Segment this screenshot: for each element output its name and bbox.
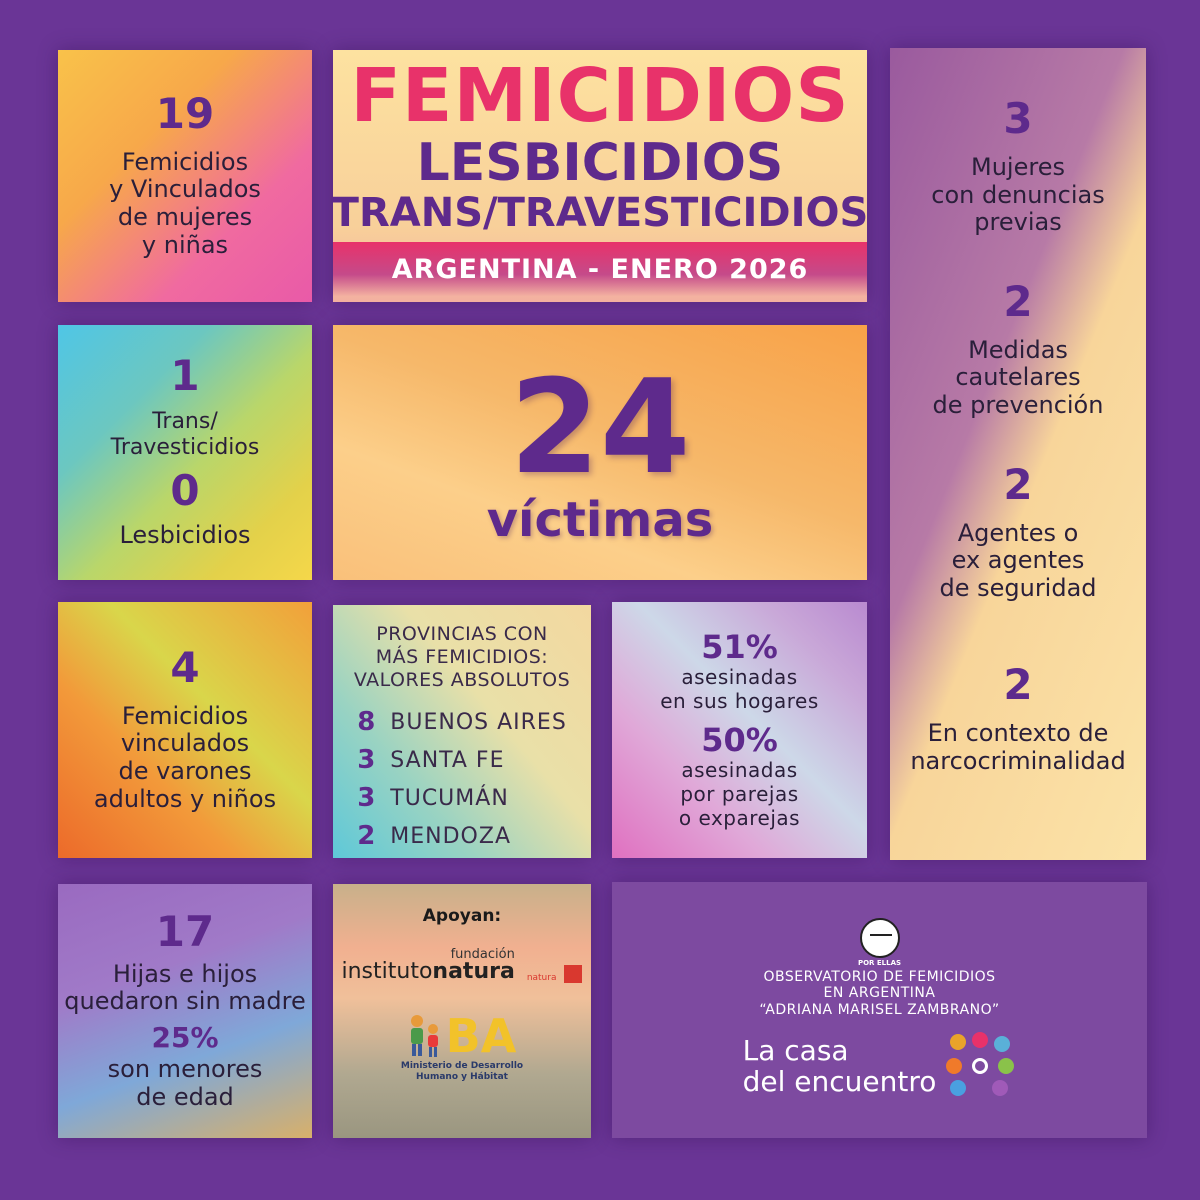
province-name: SANTA FE: [390, 747, 505, 773]
stat-denuncias: [931, 94, 1105, 237]
stat-line: Agentes o: [957, 518, 1079, 547]
tile-vinculados: [58, 602, 312, 858]
ba-logo: [408, 1009, 517, 1063]
venus-symbol-icon: [972, 1058, 988, 1074]
instituto-word: instituto: [341, 959, 433, 984]
lesbicidios-count: 0: [170, 466, 200, 515]
stat-label: [931, 154, 1104, 237]
logo-dot: [994, 1036, 1010, 1052]
natura-small-logo: natura: [526, 973, 557, 983]
trans-line: Trans/: [152, 409, 218, 435]
ministerio-label: [401, 1061, 523, 1083]
vinculados-line: de varones: [118, 757, 252, 785]
province-name: MENDOZA: [390, 823, 511, 849]
pct-hogares-label: [660, 665, 819, 713]
supporters-label: Apoyan:: [422, 906, 502, 926]
tile-femicidios: [58, 50, 312, 302]
logo-dot: [950, 1080, 966, 1096]
casa-line: del encuentro: [742, 1064, 937, 1098]
stat-medidas: [932, 276, 1104, 420]
por-ellas-text: POR ELLAS: [857, 959, 902, 968]
natura-wordmark: [342, 948, 515, 983]
ba-letters: BA: [445, 1009, 517, 1063]
stat-line: En contexto de: [927, 719, 1109, 748]
provinces-heading: [354, 623, 570, 691]
hijos-line: son menores: [107, 1055, 263, 1083]
femicidios-count: 19: [155, 88, 215, 138]
femicidios-line: y Vinculados: [109, 175, 261, 204]
natura-logo: [342, 948, 583, 983]
title-lesbicidios: LESBICIDIOS: [416, 132, 784, 193]
femicidios-line: de mujeres: [117, 203, 253, 231]
heading-line: MÁS FEMICIDIOS:: [375, 645, 549, 668]
vinculados-line: vinculados: [120, 729, 250, 758]
femicidios-line: Femicidios: [121, 147, 249, 176]
stat-line: ex agentes: [951, 546, 1085, 575]
logo-dot: [998, 1058, 1014, 1074]
hijos-line: de edad: [136, 1082, 234, 1111]
hijos-count: 17: [155, 906, 215, 956]
trans-label: [111, 409, 260, 460]
province-row: [357, 779, 567, 817]
vinculados-count: 4: [170, 642, 200, 692]
stat-line: previas: [974, 208, 1062, 237]
stat-line: narcocriminalidad: [910, 746, 1126, 775]
vinculados-label: [94, 703, 276, 813]
instituto-text: [342, 961, 515, 983]
casa-logo: [743, 1032, 1017, 1102]
title-femicidios: FEMICIDIOS: [350, 53, 850, 139]
tile-trans-lesbicidios: [58, 325, 312, 580]
vinculados-line: adultos y niños: [93, 784, 277, 813]
stat-label: [933, 337, 1104, 420]
province-value: 3: [357, 745, 377, 776]
pct-line: o exparejas: [678, 806, 801, 831]
stat-line: con denuncias: [931, 180, 1105, 209]
total-number: 24: [509, 350, 691, 503]
province-row: [357, 817, 567, 855]
hijos-label: [64, 961, 305, 1016]
stat-line: Medidas: [968, 335, 1068, 364]
logo-dot: [972, 1032, 988, 1048]
observatorio-line: OBSERVATORIO DE FEMICIDIOS: [763, 969, 996, 986]
femicidios-label: [109, 149, 261, 259]
stat-agentes: [939, 459, 1097, 603]
colored-dots-icon: [946, 1032, 1016, 1102]
total-label: víctimas: [486, 491, 714, 548]
natura-word: natura: [432, 959, 515, 984]
avon-logo-icon: [564, 965, 582, 983]
hijos-line: Hijas e hijos: [112, 959, 258, 988]
lesbicidios-label: Lesbicidios: [119, 521, 251, 549]
stat-label: [939, 520, 1096, 603]
ministerio-line: Ministerio de Desarrollo: [400, 1061, 524, 1071]
province-value: 8: [357, 707, 377, 738]
fundacion-text: fundación: [450, 947, 515, 962]
pct-line: por parejas: [680, 782, 799, 807]
vinculados-line: Femicidios: [121, 701, 249, 730]
percentages-block: [612, 602, 867, 858]
observatorio-block: [612, 882, 1147, 1138]
province-row: [357, 703, 567, 741]
stat-line: de seguridad: [939, 573, 1097, 602]
provinces-table: [357, 703, 567, 855]
pct-parejas-label: [679, 758, 800, 830]
heading-line: PROVINCIAS CON: [376, 623, 548, 645]
stat-number: 3: [1003, 94, 1033, 143]
logo-dot: [992, 1080, 1008, 1096]
province-value: 3: [357, 783, 377, 814]
total-victims: [333, 325, 867, 580]
pct-parejas: 50%: [701, 721, 778, 759]
logo-dot: [946, 1058, 962, 1074]
trans-count: 1: [170, 351, 200, 401]
stat-number: 2: [1003, 660, 1033, 710]
ministerio-line: Humano y Hábitat: [416, 1071, 508, 1082]
hijos-label2: [108, 1056, 263, 1111]
pct-line: en sus hogares: [660, 689, 819, 713]
tile-hijos: [58, 884, 312, 1138]
stat-line: Mujeres: [971, 153, 1065, 181]
province-row: [357, 741, 567, 779]
femicidios-line: y niñas: [141, 230, 229, 259]
title-trans: TRANS/TRAVESTICIDIOS: [331, 190, 869, 237]
title-band: ARGENTINA - ENERO 2026: [333, 242, 867, 296]
stat-line: de prevención: [932, 390, 1104, 419]
right-column: [890, 48, 1146, 860]
stat-number: 2: [1003, 459, 1033, 509]
hijos-line: quedaron sin madre: [64, 987, 306, 1016]
pct-hogares: 51%: [701, 627, 778, 666]
children-icon: [408, 1013, 442, 1059]
observatorio-line: EN ARGENTINA: [823, 985, 936, 1002]
casa-text: [742, 1033, 937, 1098]
logo-dot: [950, 1034, 966, 1050]
stat-narco: [910, 660, 1126, 775]
por-ellas-face-icon: [860, 918, 900, 958]
stat-number: 2: [1003, 276, 1033, 326]
province-value: 2: [357, 821, 377, 852]
natura-brands: [527, 965, 583, 983]
casa-line: La casa: [742, 1033, 849, 1067]
observatorio-line: “ADRIANA MARISEL ZAMBRANO”: [759, 1001, 1000, 1018]
title-block: [333, 50, 867, 302]
pct-line: asesinadas: [681, 665, 798, 689]
hijos-pct: 25%: [151, 1021, 219, 1054]
trans-line: Travesticidios: [110, 434, 260, 460]
province-name: TUCUMÁN: [390, 785, 509, 811]
heading-line: VALORES ABSOLUTOS: [353, 668, 571, 691]
stat-line: cautelares: [955, 363, 1081, 392]
ba-text: [445, 1009, 517, 1063]
province-name: BUENOS AIRES: [390, 709, 567, 735]
stat-label: [910, 720, 1125, 775]
supporters-block: [333, 884, 591, 1138]
pct-line: asesinadas: [681, 758, 798, 783]
observatorio-name: [759, 969, 999, 1017]
provinces-block: [333, 605, 591, 858]
